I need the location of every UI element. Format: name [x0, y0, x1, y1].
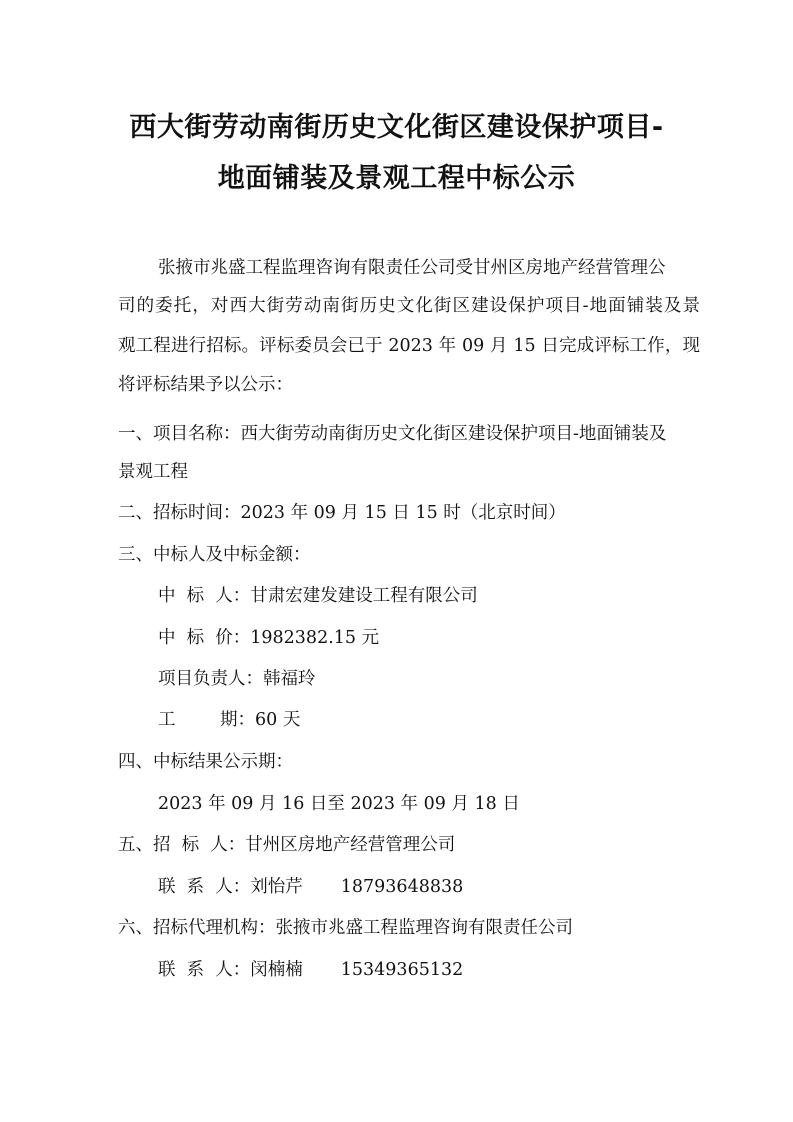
tenderer-label: 五、招 标 人： — [118, 835, 246, 855]
period-value: 60 天 — [255, 710, 301, 730]
agency-label: 六、招标代理机构： — [118, 918, 276, 938]
agency-contact-label: 联 系 人： — [158, 960, 251, 980]
section-1-line-1: 一、项目名称：西大街劳动南街历史文化街区建设保护项目-地面铺装及 — [118, 424, 667, 444]
agency-value: 张掖市兆盛工程监理咨询有限责任公司 — [275, 918, 573, 938]
price-row — [158, 626, 379, 650]
period-row — [158, 708, 300, 732]
intro-line-2: 司的委托，对西大街劳动南街历史文化街区建设保护项目-地面铺装及景 — [118, 296, 700, 316]
section-1-line-2: 景观工程 — [118, 462, 188, 482]
section-4-heading: 四、中标结果公示期： — [118, 752, 293, 772]
section-2-bid-time: 二、招标时间：2023 年 09 月 15 日 15 时（北京时间） — [118, 503, 566, 523]
agency-contact-phone: 15349365132 — [340, 960, 464, 980]
section-5-row — [118, 833, 455, 857]
publicity-period: 2023 年 09 月 16 日至 2023 年 09 月 18 日 — [158, 794, 520, 814]
winner-value: 甘肃宏建发建设工程有限公司 — [250, 586, 478, 606]
notice-title-line-2: 地面铺装及景观工程中标公示 — [217, 163, 576, 194]
manager-row — [158, 667, 316, 691]
notice-title-line-1: 西大街劳动南街历史文化街区建设保护项目- — [129, 112, 664, 143]
tenderer-contact-name: 刘怡芹 — [250, 877, 303, 897]
intro-line-1: 张掖市兆盛工程监理咨询有限责任公司受甘州区房地产经营管理公 — [158, 258, 666, 278]
price-label: 中 标 价： — [158, 628, 251, 648]
tenderer-contact-phone: 18793648838 — [340, 877, 464, 897]
intro-line-4: 将评标结果予以公示： — [118, 375, 293, 395]
winner-label: 中 标 人： — [158, 586, 251, 606]
tenderer-value: 甘州区房地产经营管理公司 — [245, 835, 456, 855]
intro-line-3-text: 观工程进行招标。评标委员会已于 2023 年 09 月 15 日完成评标工作，现 — [118, 336, 700, 356]
period-label: 工 期： — [158, 710, 256, 730]
tenderer-contact-row — [158, 875, 463, 899]
winner-row — [158, 584, 478, 608]
price-value: 1982382.15 元 — [250, 628, 380, 648]
tenderer-contact-label: 联 系 人： — [158, 877, 251, 897]
intro-line-3 — [118, 334, 700, 358]
section-3-heading: 三、中标人及中标金额： — [118, 545, 311, 565]
manager-value: 韩福玲 — [263, 669, 316, 689]
section-6-row — [118, 916, 573, 940]
agency-contact-name: 闵楠楠 — [250, 960, 303, 980]
manager-label: 项目负责人： — [158, 669, 263, 689]
agency-contact-row — [158, 958, 463, 982]
